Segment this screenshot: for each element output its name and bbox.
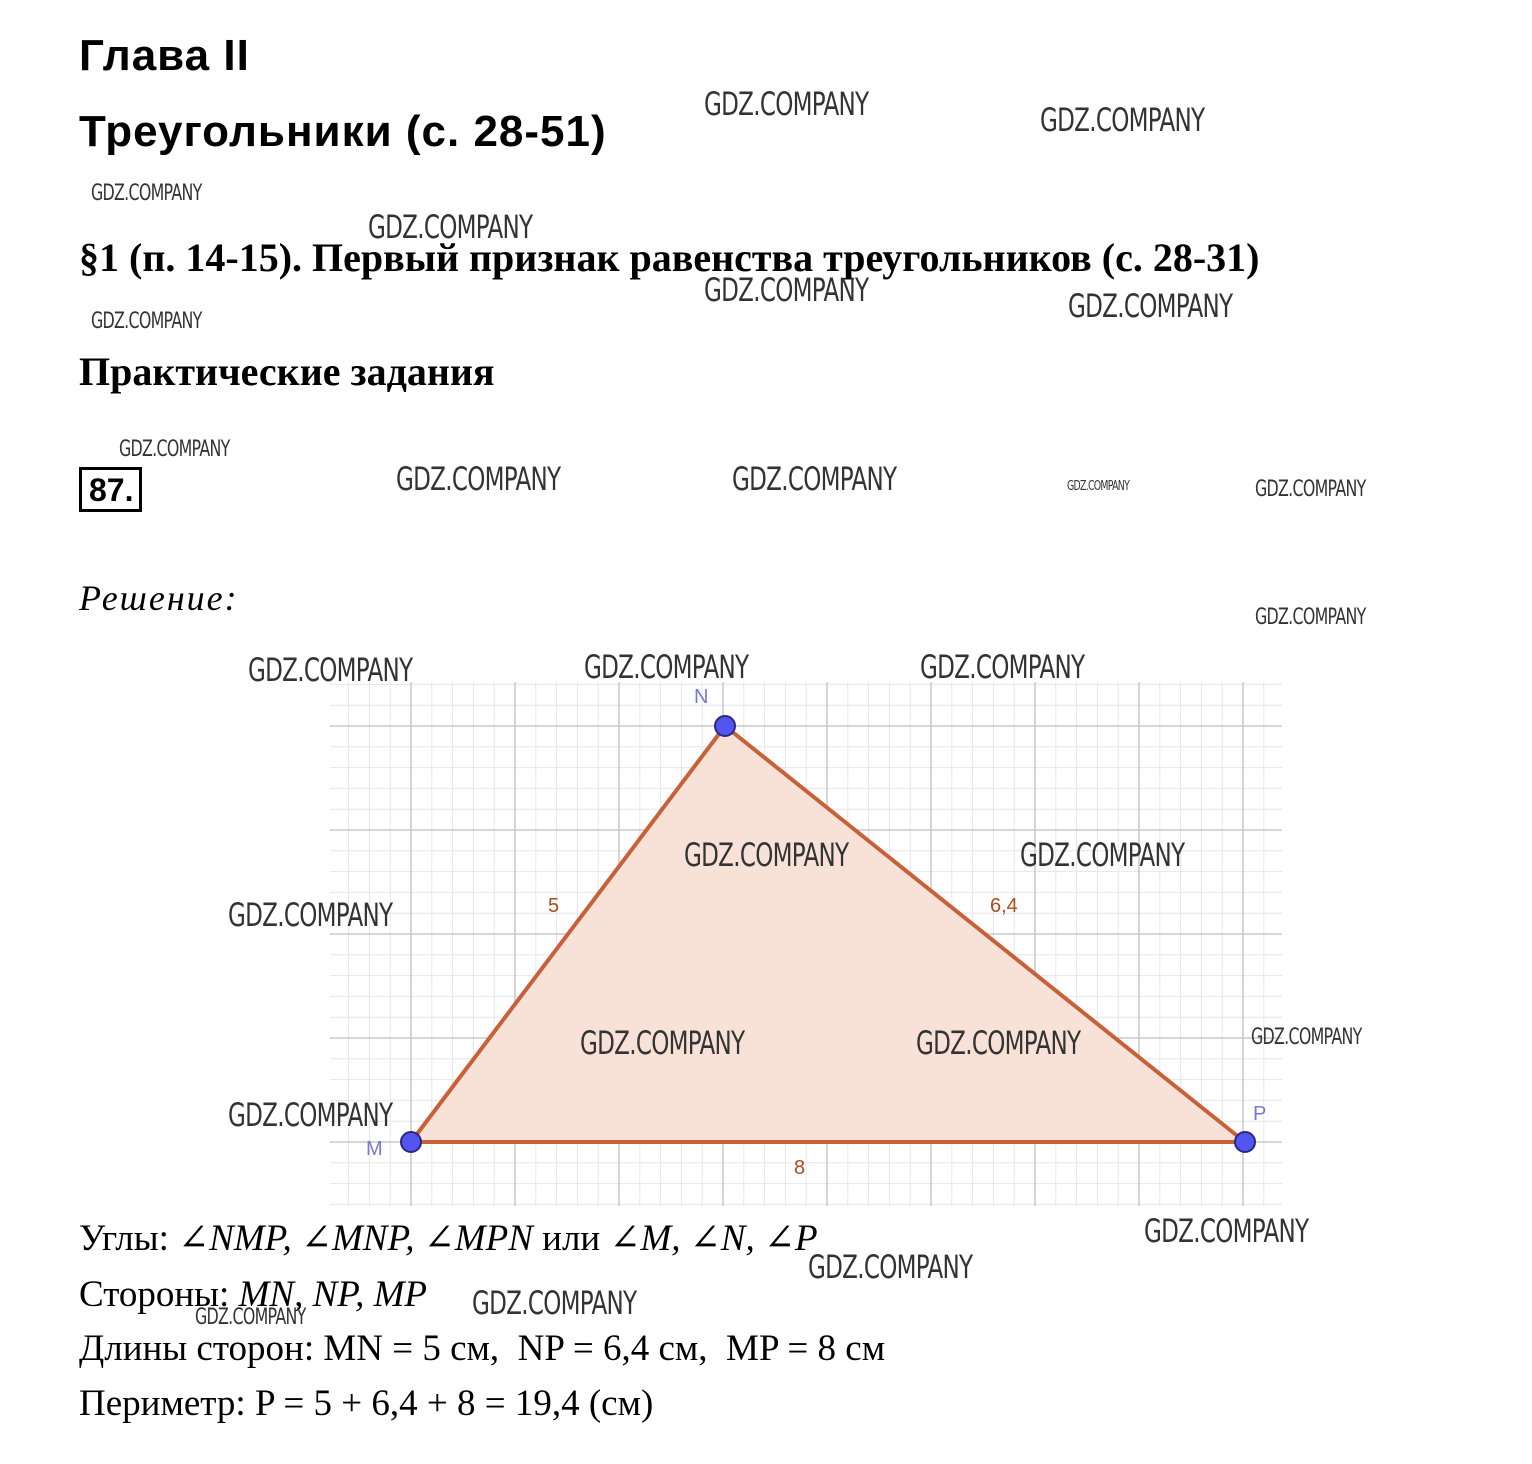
watermark-text: GDZ.COMPANY xyxy=(228,896,393,934)
watermark-text: GDZ.COMPANY xyxy=(920,648,1085,686)
answer-perimeter xyxy=(79,1385,653,1422)
watermark-text: GDZ.COMPANY xyxy=(472,1284,637,1322)
watermark-text: GDZ.COMPANY xyxy=(808,1248,973,1286)
watermark-text: GDZ.COMPANY xyxy=(732,460,897,498)
watermark-text: GDZ.COMPANY xyxy=(704,271,869,309)
vertex-m-point xyxy=(401,1132,421,1152)
answer-sides-value: MN, NP, MP xyxy=(238,1274,427,1315)
watermark-text: GDZ.COMPANY xyxy=(228,1096,393,1134)
watermark-text: GDZ.COMPANY xyxy=(91,181,202,206)
answer-side-lengths xyxy=(79,1330,885,1367)
watermark-text: GDZ.COMPANY xyxy=(1068,287,1233,325)
chapter-title: Треугольники (с. 28-51) xyxy=(79,107,607,156)
answer-angles-value: ∠NMP, ∠MNP, ∠MPN xyxy=(178,1218,533,1259)
vertex-p-label: P xyxy=(1253,1103,1267,1125)
answer-lengths-label: Длины сторон: xyxy=(79,1328,315,1369)
watermark-text: GDZ.COMPANY xyxy=(119,437,230,462)
answer-lengths-value: MN = 5 см, NP = 6,4 см, MP = 8 см xyxy=(323,1328,886,1369)
chapter-heading: Глава II xyxy=(79,31,250,80)
watermark-text: GDZ.COMPANY xyxy=(1067,479,1130,494)
watermark-text: GDZ.COMPANY xyxy=(704,85,869,123)
side-mn-length-label: 5 xyxy=(548,895,560,917)
answer-angles-or: или xyxy=(542,1218,601,1259)
answer-perimeter-value: P = 5 + 6,4 + 8 = 19,4 (см) xyxy=(254,1383,654,1424)
solution-label: Решение: xyxy=(79,578,239,618)
task-number-badge: 87. xyxy=(79,467,142,512)
watermark-text: GDZ.COMPANY xyxy=(1255,605,1366,630)
side-mp-length-label: 8 xyxy=(794,1157,806,1179)
watermark-text: GDZ.COMPANY xyxy=(684,836,849,874)
watermark-text: GDZ.COMPANY xyxy=(91,309,202,334)
answer-perimeter-label: Периметр: xyxy=(79,1383,246,1424)
watermark-text: GDZ.COMPANY xyxy=(1251,1025,1362,1050)
triangle-figure xyxy=(320,676,1286,1210)
watermark-text: GDZ.COMPANY xyxy=(195,1305,306,1330)
vertex-n-point xyxy=(715,716,735,736)
answer-angles-label: Углы: xyxy=(79,1218,169,1259)
watermark-text: GDZ.COMPANY xyxy=(1040,101,1205,139)
side-np-length-label: 6,4 xyxy=(990,895,1018,917)
watermark-text: GDZ.COMPANY xyxy=(1255,477,1366,502)
answer-angles-alt: ∠M, ∠N, ∠P xyxy=(609,1218,818,1259)
vertex-n-label: N xyxy=(694,686,709,708)
answer-angles xyxy=(79,1220,818,1257)
watermark-text: GDZ.COMPANY xyxy=(580,1024,745,1062)
watermark-text: GDZ.COMPANY xyxy=(396,460,561,498)
watermark-text: GDZ.COMPANY xyxy=(1144,1212,1309,1250)
watermark-text: GDZ.COMPANY xyxy=(1020,836,1185,874)
section-title: §1 (п. 14-15). Первый признак равенства треугольников (с. 28-31) xyxy=(79,235,1260,280)
practice-tasks-heading: Практические задания xyxy=(79,349,495,394)
watermark-text: GDZ.COMPANY xyxy=(248,651,413,689)
vertex-p-point xyxy=(1235,1132,1255,1152)
watermark-text: GDZ.COMPANY xyxy=(916,1024,1081,1062)
watermark-text: GDZ.COMPANY xyxy=(368,208,533,246)
answer-sides-label: Стороны: xyxy=(79,1274,230,1315)
vertex-m-label: M xyxy=(366,1138,383,1160)
watermark-text: GDZ.COMPANY xyxy=(584,648,749,686)
